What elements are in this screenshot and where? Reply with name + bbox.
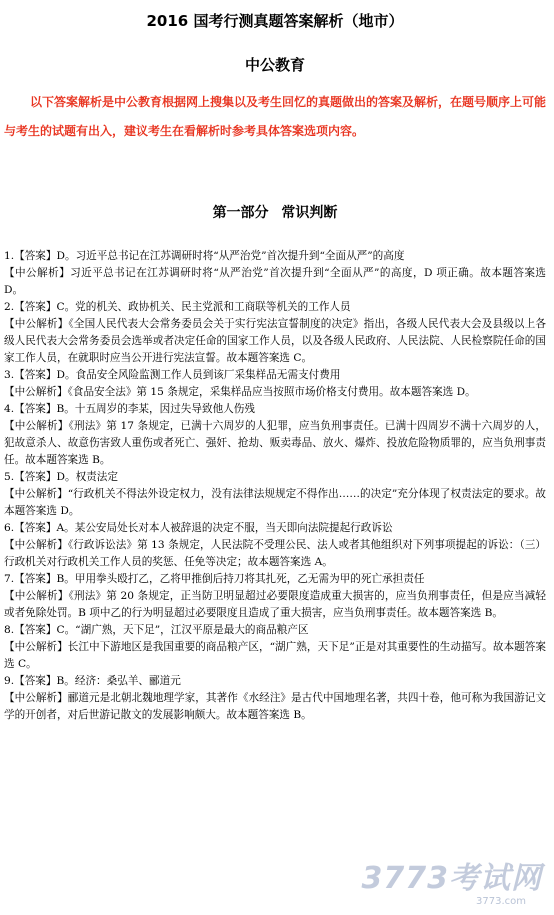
answer-line: 6.【答案】A。某公安局处长对本人被辞退的决定不服，当天即向法院提起行政诉讼 <box>4 522 393 534</box>
analysis-text: 【中公解析】“行政机关不得法外设定权力，没有法律法规规定不得作出……的决定”充分体现了权责法定的要求。故本题答案选 D。 <box>4 488 546 517</box>
document-title: 2016 国考行测真题答案解析（地市） <box>146 12 404 30</box>
answer-list <box>4 248 546 724</box>
answer-line: 7.【答案】B。甲用拳头殴打乙，乙将甲推倒后持刀将其扎死，乙无需为甲的死亡承担责任 <box>4 573 425 585</box>
answer-line: 9.【答案】B。经济：桑弘羊、郦道元 <box>4 675 181 687</box>
answer-item-8 <box>4 622 546 673</box>
answer-item-1 <box>4 248 546 299</box>
site-watermark-url: 3773.com <box>476 896 526 907</box>
analysis-text: 【中公解析】《行政诉讼法》第 13 条规定，人民法院不受理公民、法人或者其他组织对下列事项提起的诉讼：（三）行政机关对行政机关工作人员的奖惩、任免等决定；故本题答案选 A。 <box>4 539 546 568</box>
answer-item-5 <box>4 469 546 520</box>
answer-item-6 <box>4 520 546 571</box>
analysis-text: 【中公解析】《食品安全法》第 15 条规定，采集样品应当按照市场价格支付费用。故本题答案选 D。 <box>4 386 476 398</box>
answer-line: 4.【答案】B。十五周岁的李某，因过失导致他人伤残 <box>4 403 255 415</box>
answer-item-4 <box>4 401 546 469</box>
analysis-text: 【中公解析】《全国人民代表大会常务委员会关于实行宪法宣誓制度的决定》指出，各级人民代表大会及县级以上各级人民代表大会常务委员会选举或者决定任命的国家工作人员，以及各级人民政府、人民法院、人民检察院任命的国家工作人员，在就职时应当公开进行宪法宣誓。故本题答案选 C。 <box>4 318 546 364</box>
disclaimer-notice: 以下答案解析是中公教育根据网上搜集以及考生回忆的真题做出的答案及解析，在题号顺序上可能与考生的试题有出入，建议考生在看解析时参考具体答案选项内容。 <box>4 95 547 138</box>
analysis-text: 【中公解析】《刑法》第 17 条规定，已满十六周岁的人犯罪，应当负刑事责任。已满十四周岁不满十六周岁的人，犯故意杀人、故意伤害致人重伤或者死亡、强奸、抢劫、贩卖毒品、放火、爆炸、投放危险物质罪的，应当负刑事责任。故本题答案选 B。 <box>4 420 546 466</box>
answer-item-9 <box>4 673 546 724</box>
answer-line: 8.【答案】C。“湖广熟，天下足”，江汉平原是最大的商品粮产区 <box>4 624 309 636</box>
site-watermark: 3773考试网 <box>361 861 542 896</box>
section-heading: 第一部分 常识判断 <box>212 205 338 221</box>
analysis-text: 【中公解析】习近平总书记在江苏调研时将“从严治党”首次提升到“全面从严”的高度，D 项正确。故本题答案选 D。 <box>4 267 546 296</box>
answer-item-7 <box>4 571 546 622</box>
answer-line: 3.【答案】D。食品安全风险监测工作人员到该厂采集样品无需支付费用 <box>4 369 341 381</box>
analysis-text: 【中公解析】长江中下游地区是我国重要的商品粮产区，“湖广熟，天下足”正是对其重要性的生动描写。故本题答案选 C。 <box>4 641 546 670</box>
organization-name: 中公教育 <box>244 56 305 74</box>
answer-item-2 <box>4 299 546 367</box>
analysis-text: 【中公解析】《刑法》第 20 条规定，正当防卫明显超过必要限度造成重大损害的，应当负刑事责任，但是应当减轻或者免除处罚。B 项中乙的行为明显超过必要限度且造成了重大损害，应当负刑事责任。故本题答案选 B。 <box>4 590 546 619</box>
answer-line: 2.【答案】C。党的机关、政协机关、民主党派和工商联等机关的工作人员 <box>4 301 351 313</box>
analysis-text: 【中公解析】郦道元是北朝北魏地理学家，其著作《水经注》是古代中国地理名著，共四十卷，他可称为我国游记文学的开创者，对后世游记散文的发展影响颇大。故本题答案选 B。 <box>4 692 546 721</box>
answer-line: 1.【答案】D。习近平总书记在江苏调研时将“从严治党”首次提升到“全面从严”的高度 <box>4 250 405 262</box>
answer-item-3 <box>4 367 546 401</box>
answer-line: 5.【答案】D。权责法定 <box>4 471 118 483</box>
